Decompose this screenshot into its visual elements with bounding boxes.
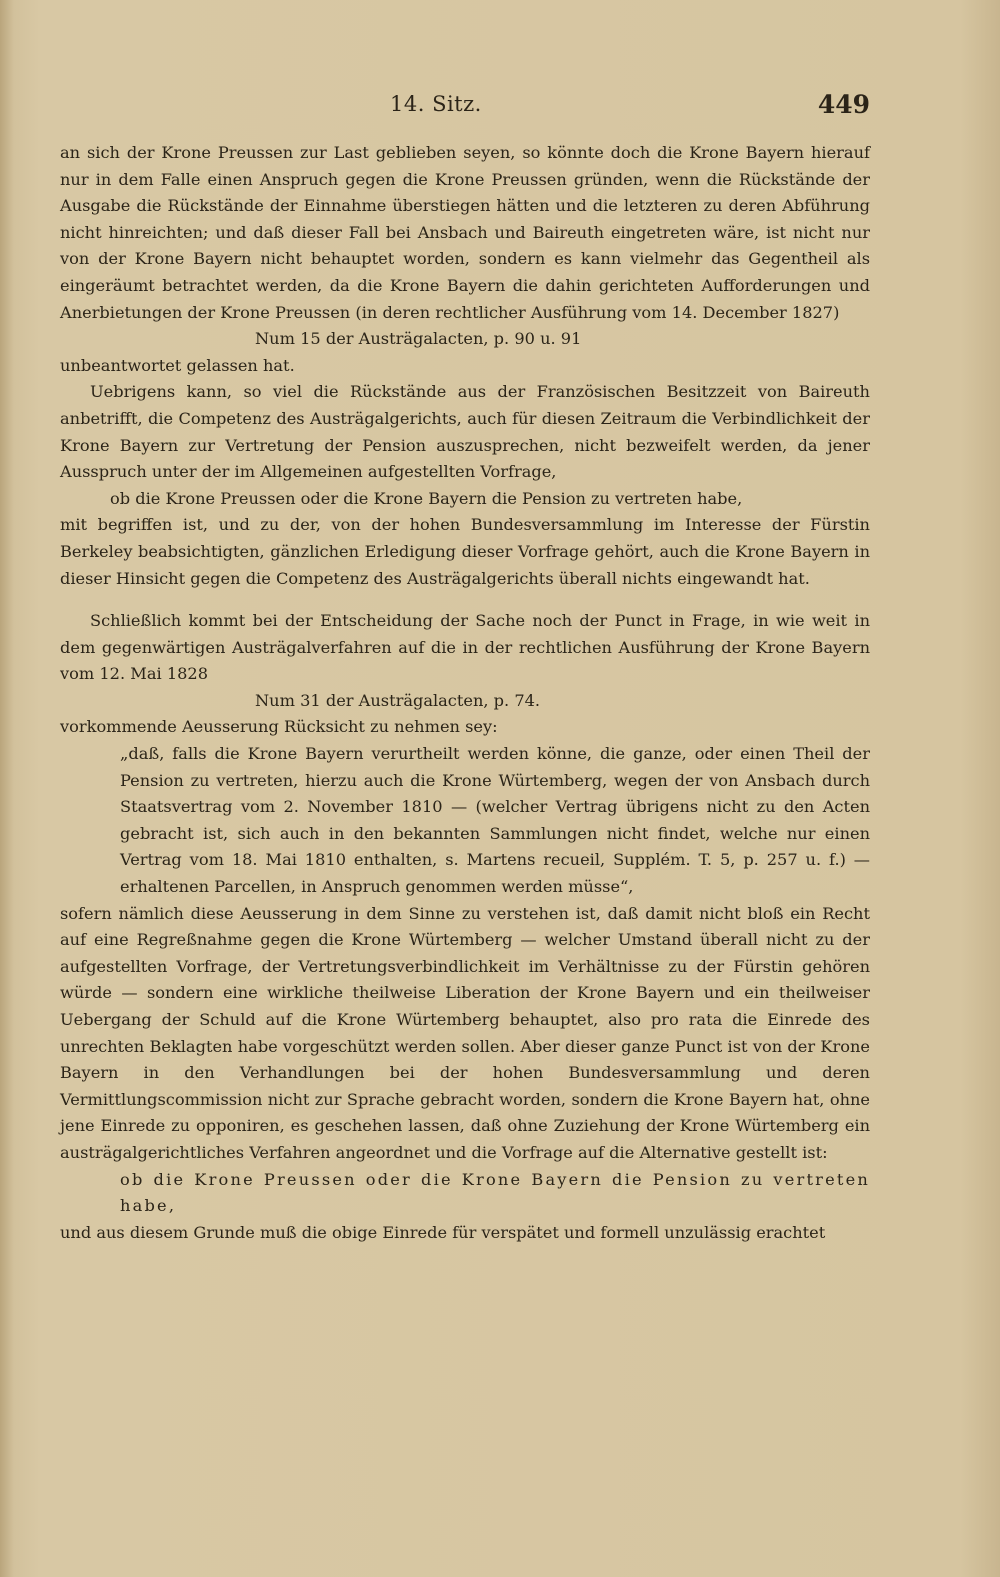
running-head: 14. Sitz.: [390, 92, 482, 116]
paragraph-continuation: mit begriffen ist, und zu der, von der hohen Bundesversammlung im Interesse der Fürstin Berkeley beabsichtigten, gänzlichen Erledigung dieser Vorfrage gehört, auch die Krone Bayern in dieser Hinsicht gegen die Competenz des Austrägalgerichts überall nichts eingewandt hat.: [60, 515, 870, 588]
paragraph-end: und aus diesem Grunde muß die obige Einrede für verspätet und formell unzulässig erachtet: [60, 1222, 826, 1242]
citation: Num 15 der Austrägalacten, p. 90 u. 91: [255, 329, 582, 349]
paragraph: Uebrigens kann, so viel die Rückstände aus der Französischen Besitzzeit von Baireuth anbetrifft, die Competenz des Austrägalgerichts, auch für diesen Zeitraum die Verbindlichkeit der Krone Bayern zur Vertretung der Pension auszusprechen, nicht bezweifelt werden, da jener Ausspruch unter der im Allgemeinen aufgestellten Vorfrage,: [60, 382, 870, 482]
paragraph-end: unbeantwortet gelassen hat.: [60, 355, 295, 375]
citation: Num 31 der Austrägalacten, p. 74.: [255, 690, 541, 710]
question-line: ob die Krone Preussen oder die Krone Bayern die Pension zu vertreten habe,: [120, 1169, 870, 1216]
paragraph: an sich der Krone Preussen zur Last geblieben seyen, so könnte doch die Krone Bayern hierauf nur in dem Falle einen Anspruch gegen die Krone Preussen gründen, wenn die Rückstände der Ausgabe die Rückstände der Einnahme überstiegen hätten und die letzteren zu deren Abführung nicht hinreichten; und daß dieser Fall bei Ansbach und Baireuth eingetreten wäre, ist nicht nur von der Krone Bayern nicht behauptet worden, sondern es kann vielmehr das Gegentheil als eingeräumt betrachtet werden, da die Krone Bayern die dahin gerichteten Aufforderungen und Anerbietungen der Krone Preussen (in deren rechtlicher Ausführung vom 14. December 1827): [60, 143, 870, 322]
page-number: 449: [817, 90, 870, 119]
page-header: [60, 92, 870, 128]
paragraph: sofern nämlich diese Aeusserung in dem Sinne zu verstehen ist, daß damit nicht bloß ein Recht auf eine Regreßnahme gegen die Krone Würtemberg — welcher Umstand überall nicht zu der aufgestellten Vorfrage, der Vertretungsverbindlichkeit im Verhältnisse zu der Fürstin gehören würde — sondern eine wirkliche theilweise Liberation der Krone Bayern und ein theilweiser Uebergang der Schuld auf die Krone Würtemberg behauptet, also pro rata die Einrede des unrechten Beklagten habe vorgeschützt werden sollen. Aber dieser ganze Punct ist von der Krone Bayern in den Verhandlungen bei der hohen Bundesversammlung und deren Vermittlungscommission nicht zur Sprache gebracht worden, sondern die Krone Bayern hat, ohne jene Einrede zu opponiren, es geschehen lassen, daß ohne Zuziehung der Krone Würtemberg ein austrägalgerichtliches Verfahren angeordnet und die Vorfrage auf die Alternative gestellt ist:: [60, 903, 870, 1162]
block-quote: „daß, falls die Krone Bayern verurtheilt werden könne, die ganze, oder einen Theil der Pension zu vertreten, hierzu auch die Krone Würtemberg, wegen der von Ansbach durch Staatsvertrag vom 2. November 1810 — (welcher Vertrag übrigens nicht zu den Acten gebracht ist, sich auch in den bekannten Sammlungen nicht findet, welche nur einen Vertrag vom 18. Mai 1810 enthalten, s. Martens recueil, Supplém. T. 5, p. 257 u. f.) — erhaltenen Parcellen, in Anspruch genommen werden müsse“,: [120, 744, 870, 897]
question-line: ob die Krone Preussen oder die Krone Bayern die Pension zu vertreten habe,: [110, 488, 743, 508]
paragraph-end: vorkommende Aeusserung Rücksicht zu nehmen sey:: [60, 717, 498, 737]
paragraph: Schließlich kommt bei der Entscheidung der Sache noch der Punct in Frage, in wie weit in dem gegenwärtigen Austrägalverfahren auf die in der rechtlichen Ausführung der Krone Bayern vom 12. Mai 1828: [60, 611, 870, 684]
body-text: [60, 140, 870, 1246]
